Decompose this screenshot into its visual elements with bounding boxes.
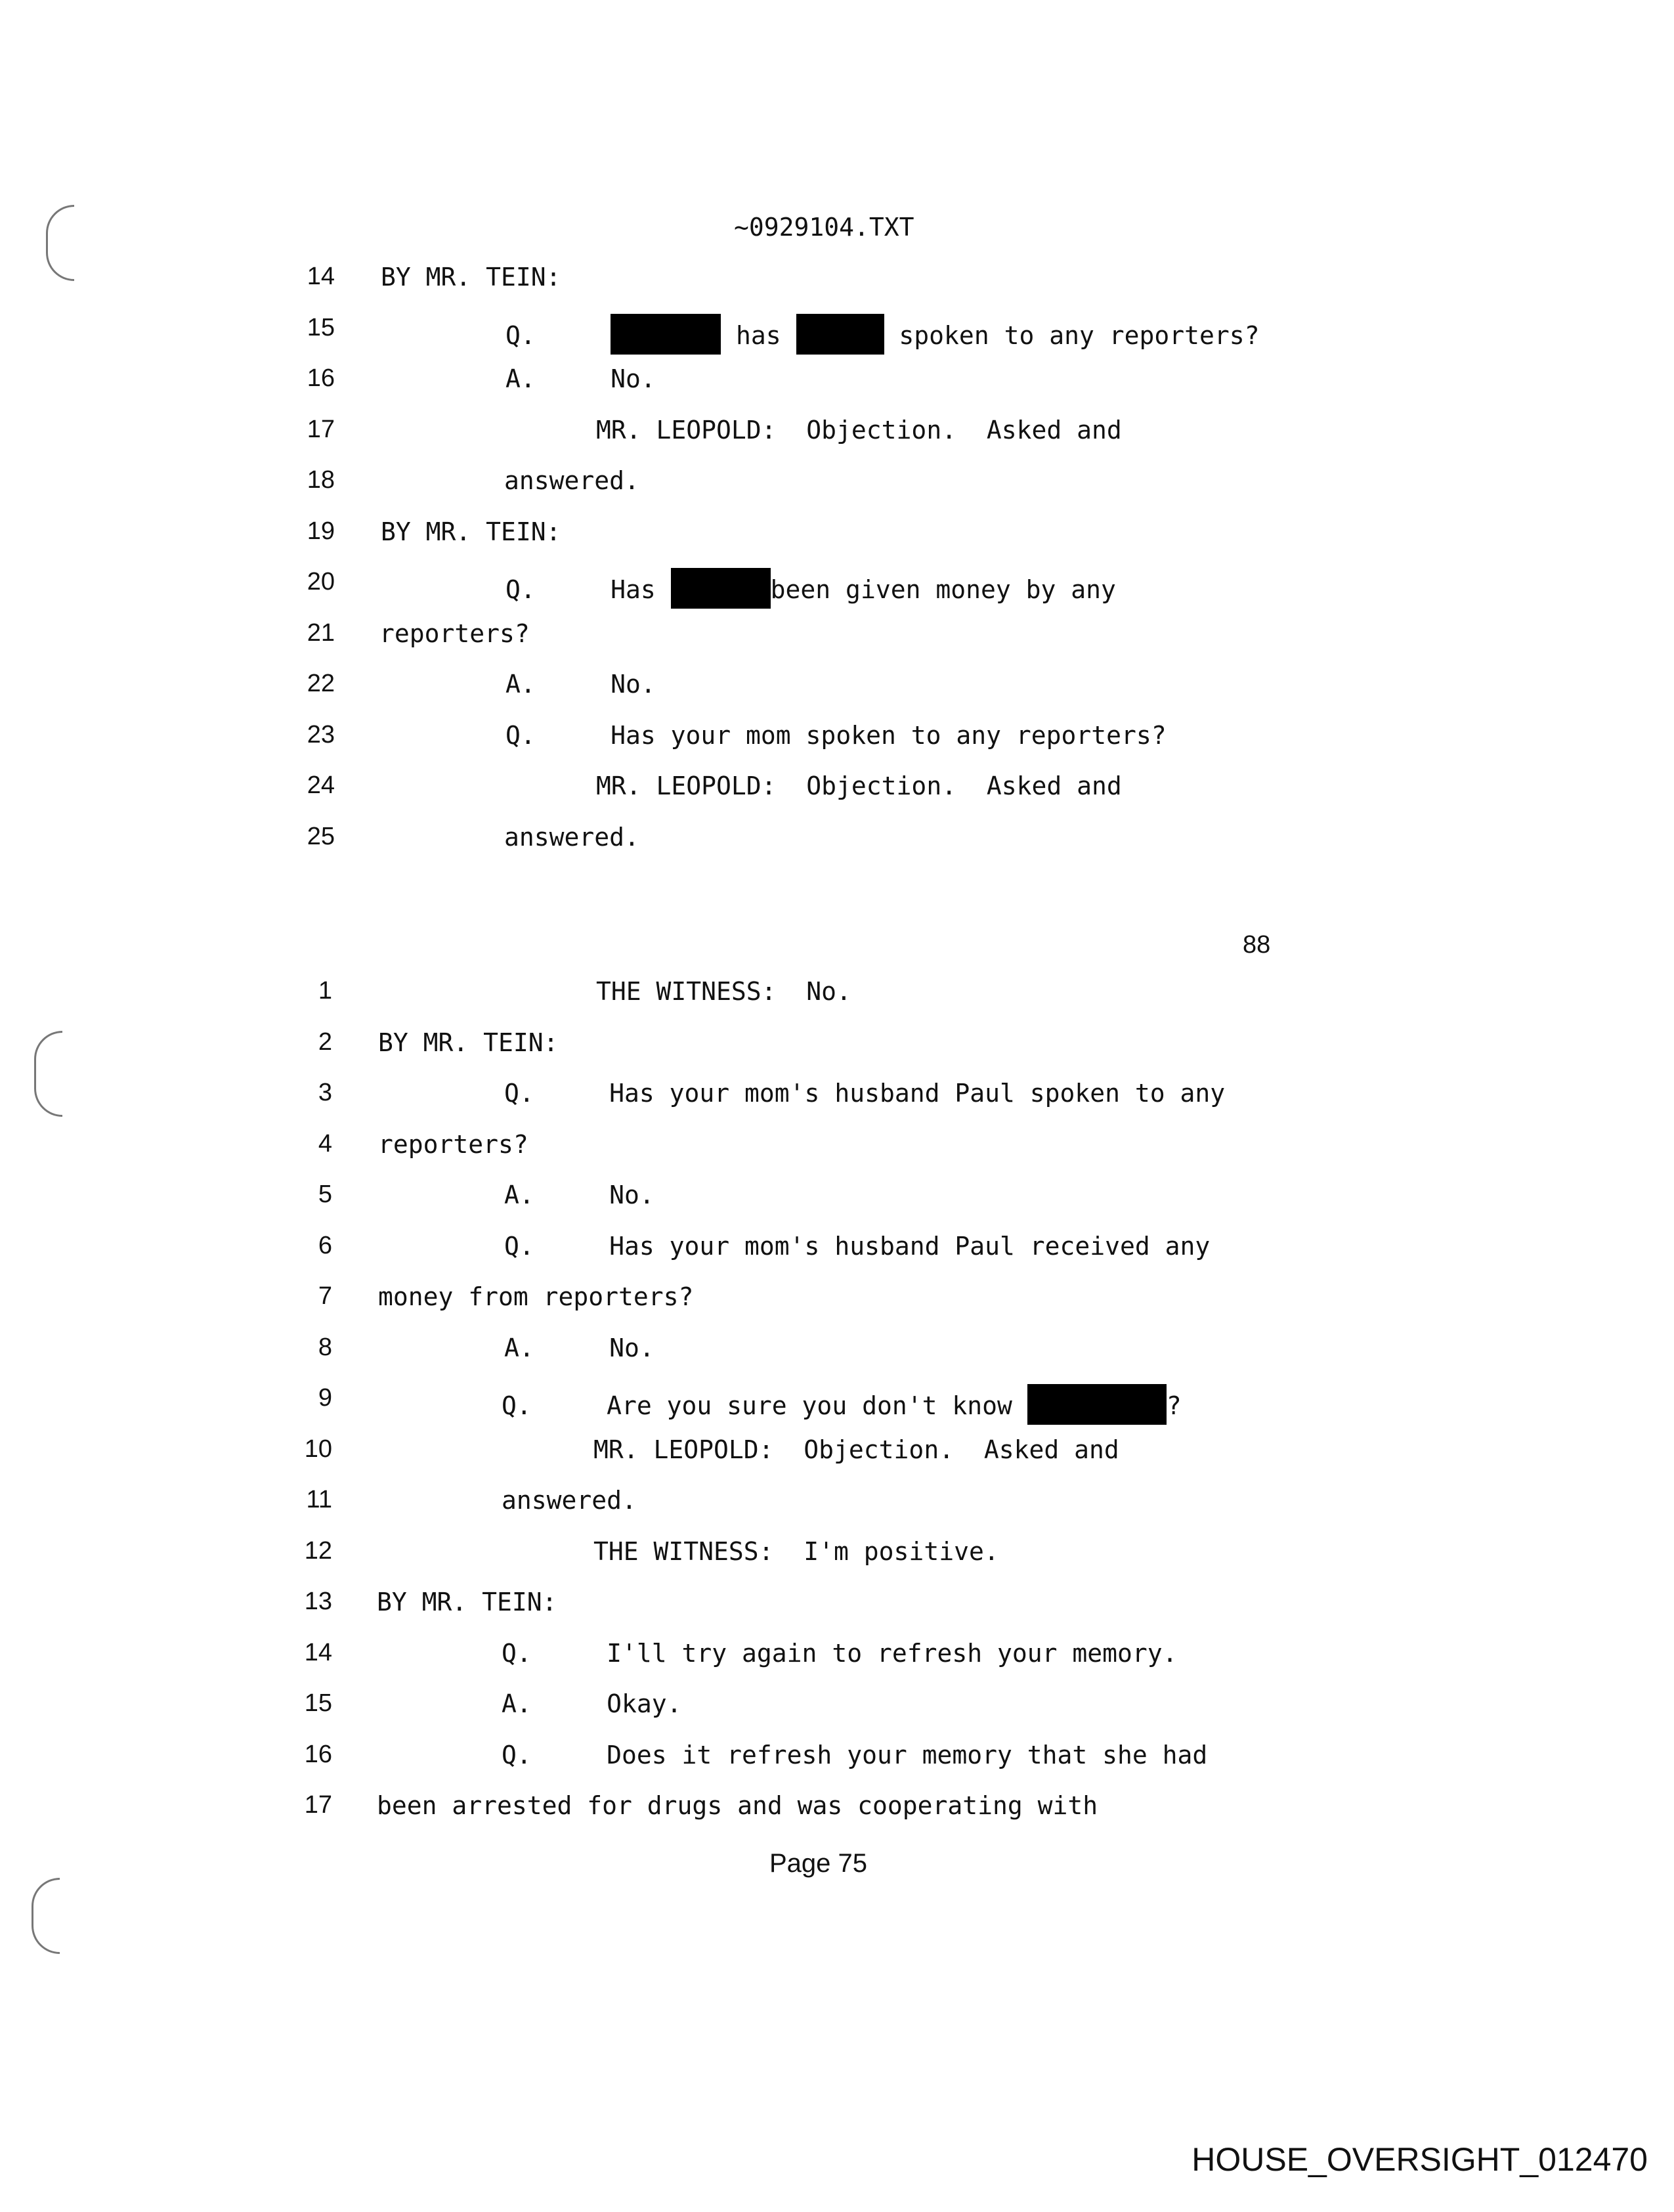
redaction-box <box>1027 1384 1167 1425</box>
transcript-line <box>504 466 639 495</box>
line-number: 18 <box>307 466 335 494</box>
transcript-line <box>378 1028 559 1057</box>
line-number: 7 <box>318 1282 332 1310</box>
transcript-line <box>504 823 639 852</box>
line-number: 12 <box>304 1536 332 1565</box>
line-text: MR. LEOPOLD: Objection. Asked and <box>593 1435 1119 1464</box>
line-number: 14 <box>304 1638 332 1666</box>
line-number: 5 <box>318 1181 332 1208</box>
line-text: answered. <box>504 466 639 495</box>
line-text: been given money by any <box>770 575 1116 604</box>
transcript-line <box>593 1435 1119 1464</box>
punch-hole-mark <box>34 1031 62 1117</box>
transcript-line <box>502 1486 637 1515</box>
line-number: 16 <box>304 1740 332 1768</box>
transcript-line <box>378 1282 693 1311</box>
line-number: 2 <box>318 1028 332 1056</box>
line-text: answered. <box>504 822 639 852</box>
line-text: BY MR. TEIN: <box>377 1588 557 1616</box>
bates-stamp: HOUSE_OVERSIGHT_012470 <box>1191 2141 1648 2178</box>
line-number: 1 <box>318 977 332 1005</box>
line-text: Q. Has <box>505 575 671 604</box>
line-text: BY MR. TEIN: <box>381 517 561 546</box>
redaction-box <box>796 314 884 355</box>
line-text: reporters? <box>379 618 530 648</box>
line-number: 21 <box>307 618 335 647</box>
file-header: ~0929104.TXT <box>734 213 914 242</box>
transcript-line <box>381 517 561 546</box>
transcript-line <box>379 619 530 648</box>
line-text: A. No. <box>504 1333 655 1362</box>
line-number: 3 <box>318 1079 332 1106</box>
line-text: A. No. <box>505 670 656 699</box>
line-text: reporters? <box>378 1129 528 1159</box>
line-text: THE WITNESS: No. <box>596 977 851 1006</box>
transcript-line <box>378 1130 528 1159</box>
line-text: MR. LEOPOLD: Objection. Asked and <box>596 415 1122 445</box>
line-text: has <box>721 320 796 350</box>
transcript-line <box>381 263 561 292</box>
line-text: been arrested for drugs and was cooperating with <box>377 1791 1098 1820</box>
line-number: 17 <box>307 415 335 443</box>
transcript-line <box>505 721 1167 750</box>
line-text: BY MR. TEIN: <box>378 1028 559 1057</box>
line-text: THE WITNESS: I'm positive. <box>593 1536 999 1566</box>
line-text: BY MR. TEIN: <box>381 263 561 292</box>
line-number: 16 <box>307 364 335 392</box>
transcript-line <box>505 670 656 699</box>
transcript-line <box>504 1334 655 1362</box>
line-number: 17 <box>304 1791 332 1819</box>
transcript-line <box>596 977 851 1006</box>
line-number: 9 <box>318 1384 332 1412</box>
redaction-box <box>671 568 771 609</box>
line-number: 15 <box>304 1689 332 1717</box>
line-text: A. No. <box>505 364 656 393</box>
transcript-line <box>504 1079 1225 1108</box>
line-text: Q. Has your mom's husband Paul received any <box>504 1231 1211 1261</box>
line-number: 6 <box>318 1231 332 1259</box>
line-number: 14 <box>307 263 335 290</box>
line-number: 10 <box>304 1435 332 1463</box>
line-text: Q. Has your mom spoken to any reporters? <box>505 720 1167 750</box>
transcript-line <box>504 1181 655 1209</box>
line-number: 4 <box>318 1129 332 1158</box>
line-text: A. Okay. <box>502 1689 682 1718</box>
line-number: 13 <box>304 1588 332 1615</box>
line-text: Q. Are you sure you don't know <box>502 1391 1027 1420</box>
transcript-line <box>596 771 1122 800</box>
line-number: 23 <box>307 720 335 748</box>
transcript-line <box>593 1537 999 1566</box>
line-text: MR. LEOPOLD: Objection. Asked and <box>596 771 1122 800</box>
line-text: ? <box>1166 1391 1182 1420</box>
redaction-box <box>611 314 721 355</box>
line-text: spoken to any reporters? <box>884 320 1260 350</box>
page-footer: Page 75 <box>769 1849 868 1878</box>
line-number: 15 <box>307 313 335 341</box>
line-text: Q. Has your mom's husband Paul spoken to any <box>504 1079 1226 1108</box>
line-number: 22 <box>307 670 335 697</box>
transcript-line <box>505 568 1116 609</box>
line-number: 20 <box>307 568 335 596</box>
transcript-line <box>502 1741 1207 1769</box>
punch-hole-mark <box>32 1878 60 1954</box>
transcript-line <box>596 416 1122 445</box>
line-text: Q. <box>505 320 611 350</box>
transcript-line <box>505 314 1260 355</box>
transcript-line <box>505 364 656 393</box>
line-text: answered. <box>502 1486 637 1515</box>
transcript-line <box>377 1791 1098 1820</box>
line-number: 11 <box>306 1486 332 1513</box>
transcript-line <box>502 1639 1178 1668</box>
line-text: Q. Does it refresh your memory that she had <box>502 1740 1208 1769</box>
line-number: 25 <box>307 822 335 850</box>
transcript-line <box>502 1689 682 1718</box>
transcript-line <box>377 1588 557 1616</box>
line-text: A. No. <box>504 1181 655 1209</box>
line-number: 24 <box>307 771 335 799</box>
line-number: 19 <box>307 517 335 545</box>
page-marker: 88 <box>1243 931 1271 959</box>
transcript-line <box>504 1232 1210 1261</box>
line-text: Q. I'll try again to refresh your memory. <box>502 1638 1178 1668</box>
transcript-line <box>502 1384 1182 1425</box>
line-number: 8 <box>318 1333 332 1361</box>
line-text: money from reporters? <box>378 1282 694 1311</box>
punch-hole-mark <box>46 205 74 281</box>
